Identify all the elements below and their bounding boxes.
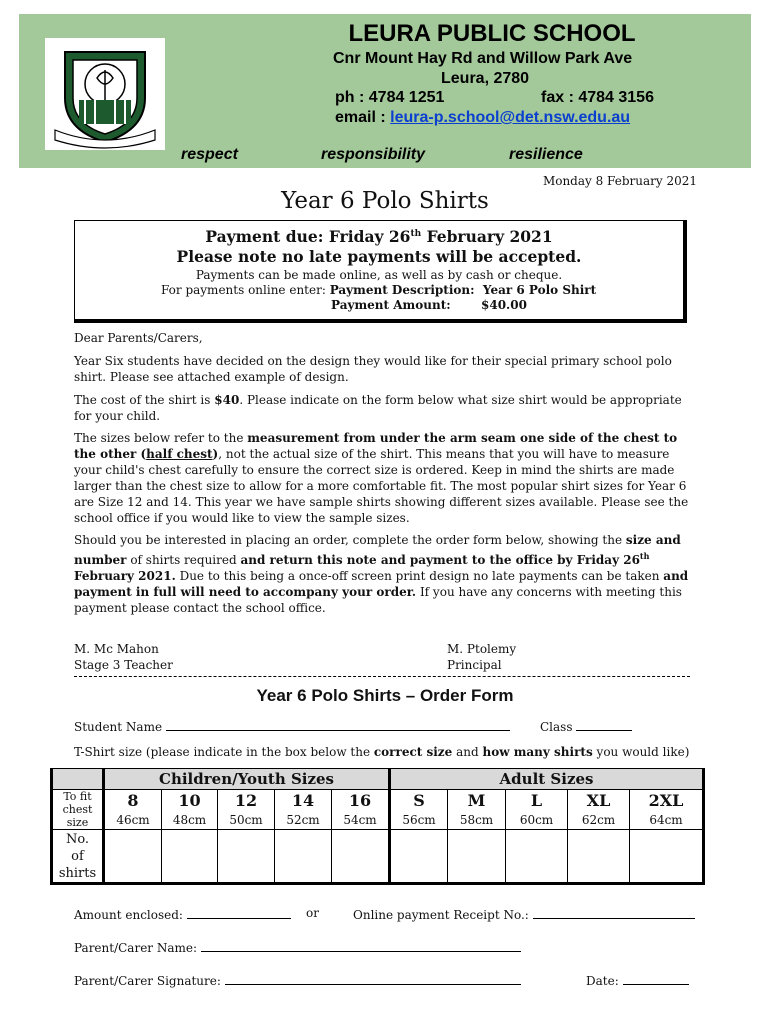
paragraph-design: Year Six students have decided on the design they would like for their special primary school polo shirt. Please see attached example of design. bbox=[74, 354, 672, 384]
size-xl: XL bbox=[568, 790, 630, 811]
chest-size-row-label: To fit chest size bbox=[52, 790, 104, 830]
qty-input-2xl[interactable] bbox=[630, 830, 704, 884]
children-sizes-header: Children/Youth Sizes bbox=[104, 769, 390, 790]
greeting: Dear Parents/Carers, bbox=[74, 331, 203, 345]
email-label: email : bbox=[335, 109, 391, 126]
qty-input-s[interactable] bbox=[390, 830, 448, 884]
payment-methods: Payments can be made online, as well as by cash or cheque. bbox=[195, 268, 563, 282]
chest-52cm: 52cm bbox=[275, 811, 332, 830]
parent-name-label: Parent/Carer Name: bbox=[74, 941, 198, 955]
qty-input-14[interactable] bbox=[275, 830, 332, 884]
parent-name-field[interactable] bbox=[201, 939, 521, 952]
receipt-number-field[interactable] bbox=[533, 906, 695, 919]
late-payment-note: Please note no late payments will be accepted. bbox=[176, 247, 582, 266]
chest-48cm: 48cm bbox=[162, 811, 218, 830]
student-name-label: Student Name bbox=[74, 720, 163, 734]
cut-line bbox=[74, 676, 690, 677]
teacher-role: Stage 3 Teacher bbox=[74, 658, 173, 672]
email-link[interactable]: leura-p.school@det.nsw.edu.au bbox=[390, 109, 631, 126]
school-header bbox=[19, 14, 751, 168]
school-name: LEURA PUBLIC SCHOOL bbox=[348, 20, 636, 47]
parent-name-row bbox=[74, 939, 521, 955]
size-2xl: 2XL bbox=[630, 790, 704, 811]
amount-enclosed-field[interactable] bbox=[187, 906, 291, 919]
chest-60cm: 60cm bbox=[506, 811, 568, 830]
date-row bbox=[586, 972, 689, 988]
parent-signature-row bbox=[74, 972, 521, 988]
date-field[interactable] bbox=[623, 972, 689, 985]
qty-input-8[interactable] bbox=[104, 830, 162, 884]
receipt-row bbox=[353, 906, 695, 922]
date-label: Date: bbox=[586, 974, 619, 988]
chest-46cm: 46cm bbox=[104, 811, 162, 830]
receipt-label: Online payment Receipt No.: bbox=[353, 908, 529, 922]
qty-input-16[interactable] bbox=[332, 830, 390, 884]
paragraph-order: Should you be interested in placing an order, complete the order form below, showing the size and number of shirts required and return this note and payment to the office by Friday 26th February 2021. Due to this being a once-off screen print design no late payments can be taken and payment in full will need to accompany your order. If you have any concerns with meeting this payment please contact the school office. bbox=[74, 533, 689, 615]
chest-56cm: 56cm bbox=[390, 811, 448, 830]
address-line-1: Cnr Mount Hay Rd and Willow Park Ave bbox=[333, 50, 633, 67]
table-corner-cell bbox=[52, 769, 104, 790]
class-row bbox=[540, 718, 632, 734]
motto-responsibility: responsibility bbox=[321, 146, 426, 163]
principal-role: Principal bbox=[447, 658, 502, 672]
qty-input-m[interactable] bbox=[448, 830, 506, 884]
payment-due: Payment due: Friday 26th February 2021 bbox=[205, 227, 553, 246]
qty-input-10[interactable] bbox=[162, 830, 218, 884]
school-crest-logo bbox=[45, 38, 165, 150]
qty-input-12[interactable] bbox=[218, 830, 275, 884]
principal-signature-block bbox=[447, 641, 516, 673]
letter-date: Monday 8 February 2021 bbox=[542, 174, 697, 188]
class-label: Class bbox=[540, 720, 573, 734]
teacher-signature-block bbox=[74, 641, 173, 673]
page-title: Year 6 Polo Shirts bbox=[281, 188, 489, 214]
qty-input-l[interactable] bbox=[506, 830, 568, 884]
qty-input-xl[interactable] bbox=[568, 830, 630, 884]
address-line-2: Leura, 2780 bbox=[441, 70, 530, 87]
phone-number: ph : 4784 1251 bbox=[335, 89, 445, 106]
size-order-table bbox=[50, 768, 705, 885]
email-line bbox=[335, 109, 630, 127]
size-m: M bbox=[448, 790, 506, 811]
online-payment-amount: Payment Amount: $40.00 bbox=[331, 298, 527, 312]
size-8: 8 bbox=[104, 790, 162, 811]
size-10: 10 bbox=[162, 790, 218, 811]
order-form-title: Year 6 Polo Shirts – Order Form bbox=[256, 686, 514, 705]
class-field[interactable] bbox=[576, 718, 632, 731]
student-name-row bbox=[74, 718, 510, 734]
size-14: 14 bbox=[275, 790, 332, 811]
teacher-name: M. Mc Mahon bbox=[74, 642, 159, 656]
motto-resilience: resilience bbox=[509, 146, 583, 163]
chest-62cm: 62cm bbox=[568, 811, 630, 830]
parent-signature-field[interactable] bbox=[225, 972, 521, 985]
parent-signature-label: Parent/Carer Signature: bbox=[74, 974, 221, 988]
student-name-field[interactable] bbox=[166, 718, 510, 731]
size-16: 16 bbox=[332, 790, 390, 811]
fax-number: fax : 4784 3156 bbox=[541, 89, 654, 106]
payment-info-box bbox=[74, 220, 687, 323]
or-label: or bbox=[306, 906, 319, 920]
chest-64cm: 64cm bbox=[630, 811, 704, 830]
shirt-count-row-label: No. of shirts bbox=[52, 830, 104, 884]
paragraph-sizes: The sizes below refer to the measurement from under the arm seam one side of the chest to the other (half chest), not the actual size of the shirt. This means that you will have to measure your child's chest carefully to ensure the correct size is ordered. Keep in mind the shirts are made larger than the chest size to allow for a more comfortable fit. The most popular shirt sizes for Year 6 are Size 12 and 14. This year we have sample shirts showing different sizes available. Please see the school office if you would like to view the sample sizes. bbox=[74, 431, 689, 525]
adult-sizes-header: Adult Sizes bbox=[390, 769, 704, 790]
amount-enclosed-row bbox=[74, 906, 291, 922]
size-12: 12 bbox=[218, 790, 275, 811]
paragraph-cost: The cost of the shirt is $40. Please indicate on the form below what size shirt would be appropriate for your child. bbox=[74, 393, 682, 423]
motto-respect: respect bbox=[181, 146, 238, 163]
amount-enclosed-label: Amount enclosed: bbox=[74, 908, 183, 922]
principal-name: M. Ptolemy bbox=[447, 642, 517, 656]
chest-50cm: 50cm bbox=[218, 811, 275, 830]
size-instruction: T-Shirt size (please indicate in the box below the correct size and how many shirts you would like) bbox=[74, 745, 690, 759]
chest-58cm: 58cm bbox=[448, 811, 506, 830]
size-l: L bbox=[506, 790, 568, 811]
size-s: S bbox=[390, 790, 448, 811]
chest-54cm: 54cm bbox=[332, 811, 390, 830]
online-payment-description: For payments online enter: Payment Description: Year 6 Polo Shirt bbox=[161, 283, 597, 297]
